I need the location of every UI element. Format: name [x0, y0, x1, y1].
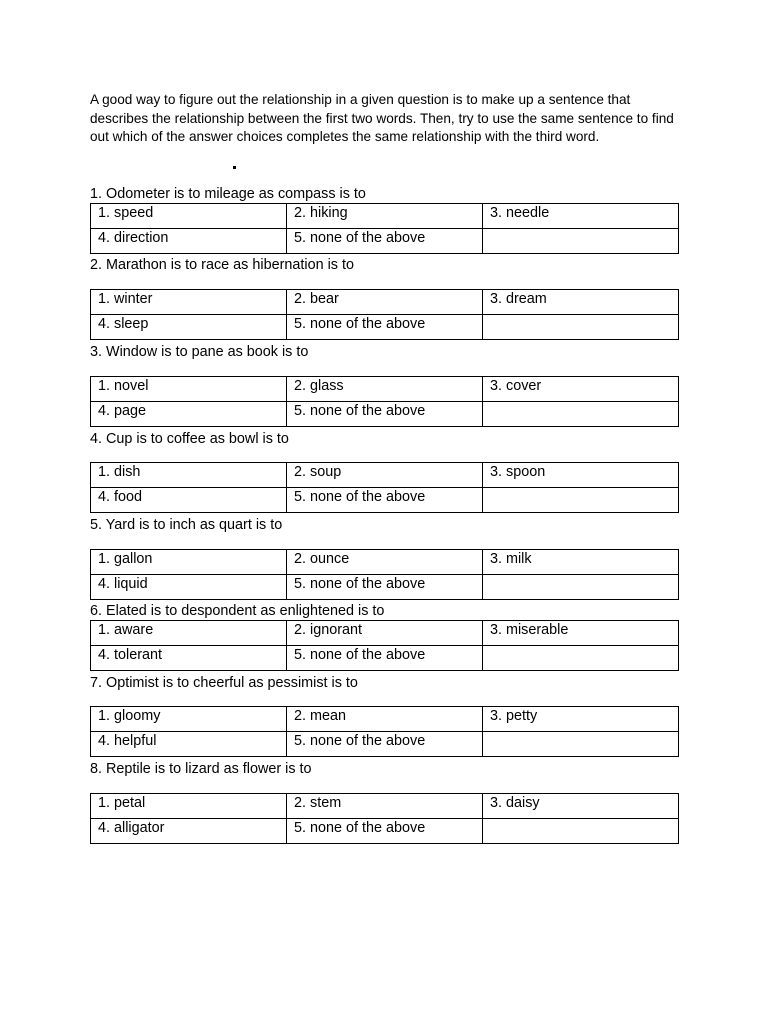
- choice-cell: 2. soup: [287, 463, 483, 488]
- choice-cell: 1. gallon: [91, 550, 287, 575]
- choice-cell: 5. none of the above: [287, 315, 483, 340]
- table-row: [91, 732, 679, 757]
- choice-cell: [483, 488, 679, 513]
- choice-cell: 2. mean: [287, 707, 483, 732]
- question-2-title: 2. Marathon is to race as hibernation is to: [90, 257, 354, 273]
- question-4-title: 4. Cup is to coffee as bowl is to: [90, 431, 289, 447]
- table-row: [91, 204, 679, 229]
- question-1-title: 1. Odometer is to mileage as compass is to: [90, 186, 366, 202]
- table-row: [91, 550, 679, 575]
- question-6-title: 6. Elated is to despondent as enlightened is to: [90, 603, 385, 619]
- question-8-choices-table: [90, 793, 679, 844]
- choice-cell: 1. petal: [91, 794, 287, 819]
- choice-cell: [483, 315, 679, 340]
- choice-cell: 4. alligator: [91, 819, 287, 844]
- table-row: [91, 819, 679, 844]
- choice-cell: 4. liquid: [91, 575, 287, 600]
- question-7-choices-table: [90, 706, 679, 757]
- choice-cell: 3. spoon: [483, 463, 679, 488]
- choice-cell: 1. speed: [91, 204, 287, 229]
- choice-cell: [483, 819, 679, 844]
- choice-cell: 3. needle: [483, 204, 679, 229]
- table-row: [91, 621, 679, 646]
- question-3-title: 3. Window is to pane as book is to: [90, 344, 309, 360]
- choice-cell: 5. none of the above: [287, 402, 483, 427]
- choice-cell: 1. dish: [91, 463, 287, 488]
- choice-cell: 3. milk: [483, 550, 679, 575]
- choice-cell: 3. cover: [483, 377, 679, 402]
- choice-cell: [483, 229, 679, 254]
- question-3-choices-table: [90, 376, 679, 427]
- choice-cell: 1. gloomy: [91, 707, 287, 732]
- table-row: [91, 377, 679, 402]
- table-row: [91, 315, 679, 340]
- table-row: [91, 488, 679, 513]
- question-4-choices-table: [90, 462, 679, 513]
- choice-cell: 5. none of the above: [287, 229, 483, 254]
- choice-cell: 4. page: [91, 402, 287, 427]
- question-2-choices-table: [90, 289, 679, 340]
- table-row: [91, 646, 679, 671]
- choice-cell: 3. miserable: [483, 621, 679, 646]
- choice-cell: 4. sleep: [91, 315, 287, 340]
- choice-cell: 4. food: [91, 488, 287, 513]
- choice-cell: 2. ounce: [287, 550, 483, 575]
- choice-cell: 1. novel: [91, 377, 287, 402]
- question-1-choices-table: [90, 203, 679, 254]
- choice-cell: 5. none of the above: [287, 488, 483, 513]
- question-5-choices-table: [90, 549, 679, 600]
- choice-cell: [483, 646, 679, 671]
- choice-cell: 3. dream: [483, 290, 679, 315]
- table-row: [91, 290, 679, 315]
- table-row: [91, 229, 679, 254]
- choice-cell: 2. bear: [287, 290, 483, 315]
- choice-cell: 2. stem: [287, 794, 483, 819]
- table-row: [91, 707, 679, 732]
- choice-cell: 3. daisy: [483, 794, 679, 819]
- table-row: [91, 402, 679, 427]
- question-7-title: 7. Optimist is to cheerful as pessimist is to: [90, 675, 358, 691]
- stray-dot-mark: [233, 166, 236, 169]
- table-row: [91, 794, 679, 819]
- choice-cell: 1. winter: [91, 290, 287, 315]
- choice-cell: 5. none of the above: [287, 646, 483, 671]
- choice-cell: [483, 402, 679, 427]
- choice-cell: 4. helpful: [91, 732, 287, 757]
- choice-cell: 2. ignorant: [287, 621, 483, 646]
- choice-cell: 2. glass: [287, 377, 483, 402]
- choice-cell: [483, 575, 679, 600]
- choice-cell: 1. aware: [91, 621, 287, 646]
- table-row: [91, 463, 679, 488]
- question-6-choices-table: [90, 620, 679, 671]
- choice-cell: 4. tolerant: [91, 646, 287, 671]
- choice-cell: 4. direction: [91, 229, 287, 254]
- question-5-title: 5. Yard is to inch as quart is to: [90, 517, 283, 533]
- choice-cell: 5. none of the above: [287, 575, 483, 600]
- table-row: [91, 575, 679, 600]
- instructions-paragraph: A good way to figure out the relationship in a given question is to make up a sentence that describes the relationship between the first two words. Then, try to use the same sentence to find out which of the answer choices completes the same relationship with the third word.: [90, 92, 674, 145]
- choice-cell: 5. none of the above: [287, 732, 483, 757]
- choice-cell: 5. none of the above: [287, 819, 483, 844]
- choice-cell: [483, 732, 679, 757]
- choice-cell: 2. hiking: [287, 204, 483, 229]
- question-8-title: 8. Reptile is to lizard as flower is to: [90, 761, 312, 777]
- choice-cell: 3. petty: [483, 707, 679, 732]
